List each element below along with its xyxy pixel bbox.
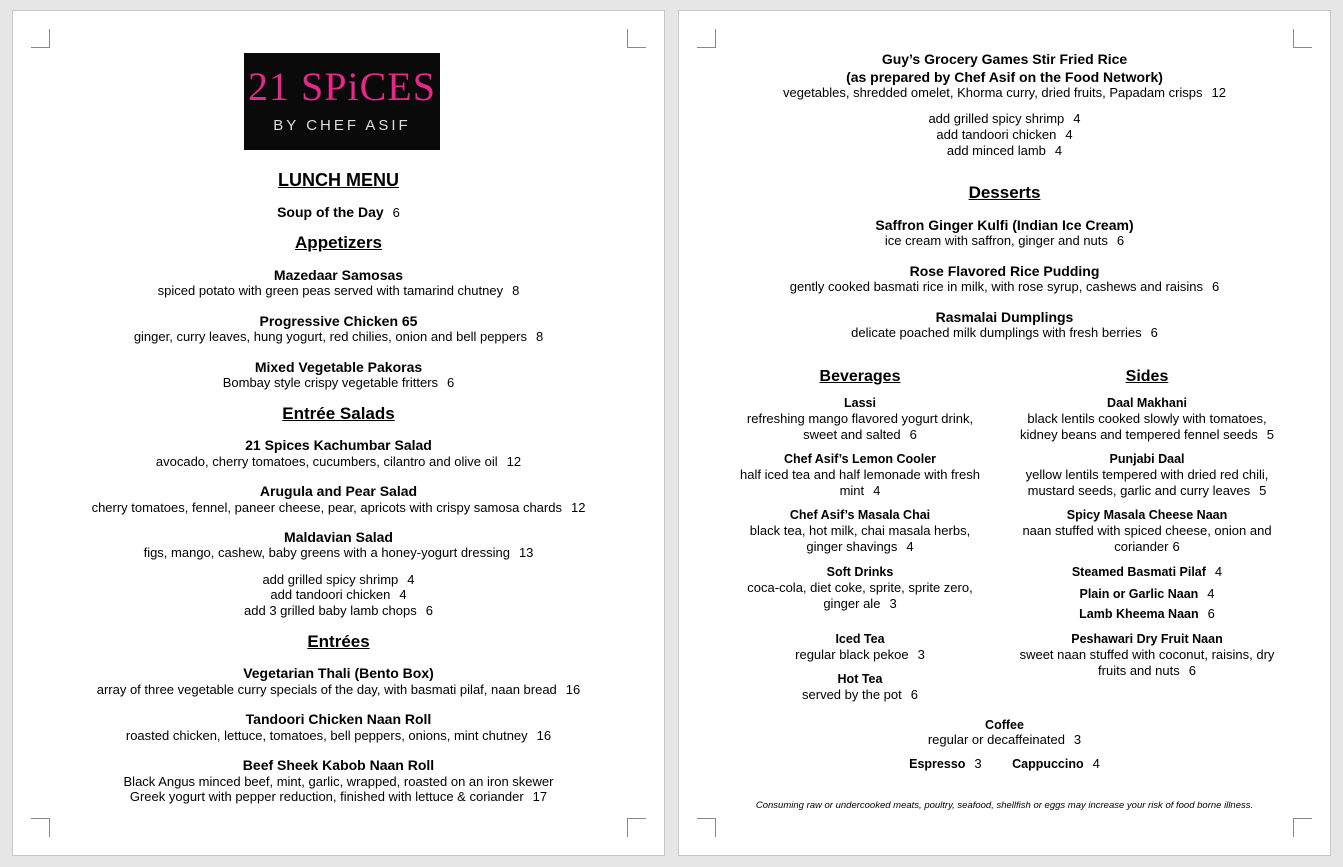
item-price: 6 <box>1212 279 1220 294</box>
section-heading-appetizers: Appetizers <box>295 233 382 252</box>
item-description: avocado, cherry tomatoes, cucumbers, cilantro and olive oil 12 <box>155 454 522 469</box>
item-price: 6 <box>392 205 400 220</box>
item-name: Soup of the Day <box>277 204 384 220</box>
addon-item: add minced lamb 4 <box>946 143 1063 158</box>
beverage-item <box>710 671 1010 703</box>
cappuccino-name: Cappuccino <box>1012 757 1084 771</box>
food-safety-disclaimer: Consuming raw or undercooked meats, poultry, seafood, shellfish or eggs may increase your risk of food borne illness. <box>755 800 1254 811</box>
crop-mark-bottom-right <box>1293 818 1312 837</box>
section-heading-sides: Sides <box>1125 368 1169 385</box>
item-price: 5 <box>1259 483 1267 498</box>
item-description: roasted chicken, lettuce, tomatoes, bell peppers, onions, mint chutney 16 <box>125 728 552 743</box>
logo-tagline: BY CHEF ASIF <box>273 117 411 134</box>
item-name: 21 Spices Kachumbar Salad <box>245 437 432 453</box>
item-price: 12 <box>570 500 586 515</box>
page-title: LUNCH MENU <box>278 170 399 190</box>
item-name: Maldavian Salad <box>284 529 393 545</box>
item-description-line: regular black pekoe 3 <box>795 647 925 662</box>
item-price: 4 <box>1214 564 1223 579</box>
item-price: 3 <box>1073 732 1082 747</box>
item-price: 6 <box>1116 233 1125 248</box>
addon-price: 6 <box>425 603 433 618</box>
item-price: 6 <box>447 375 455 390</box>
item-name: Lassi <box>844 396 876 410</box>
item-name: Iced Tea <box>835 632 885 646</box>
item-name: Progressive Chicken 65 <box>259 313 418 329</box>
logo-wordmark: 21 SPiCES <box>248 64 436 109</box>
item-price: 6 <box>909 427 917 442</box>
item-price: 6 <box>1188 663 1196 678</box>
side-item <box>997 586 1297 602</box>
item-description-line: coriander 6 <box>1114 539 1180 554</box>
item-subtitle: (as prepared by Chef Asif on the Food Network) <box>846 69 1163 85</box>
item-description-line: ginger ale 3 <box>823 596 897 611</box>
item-name: Chef Asif’s Lemon Cooler <box>783 452 937 466</box>
cappuccino-price: 4 <box>1092 756 1100 771</box>
menu-page-right <box>678 10 1331 856</box>
soup-of-the-day <box>13 204 664 221</box>
item-description-line: kidney beans and tempered fennel seeds 5 <box>1019 427 1274 442</box>
crop-mark-bottom-right <box>627 818 646 837</box>
addon-item: add grilled spicy shrimp 4 <box>262 572 415 587</box>
item-price: 8 <box>512 283 520 298</box>
side-item <box>997 451 1297 499</box>
crop-mark-top-left <box>697 29 716 48</box>
item-description: regular or decaffeinated 3 <box>927 732 1082 747</box>
item-price: 12 <box>506 454 522 469</box>
item-description: vegetables, shredded omelet, Khorma curry, dried fruits, Papadam crisps 12 <box>782 85 1227 100</box>
item-name: Vegetarian Thali (Bento Box) <box>243 665 434 681</box>
side-item <box>997 507 1297 555</box>
item-name: Chef Asif’s Masala Chai <box>789 508 931 522</box>
item-description-line: yellow lentils tempered with dried red chili, <box>1025 467 1269 482</box>
item-name: Tandoori Chicken Naan Roll <box>245 711 432 727</box>
item-description: Greek yogurt with pepper reduction, finished with lettuce & coriander 17 <box>129 789 548 804</box>
side-item <box>997 606 1297 622</box>
crop-mark-top-left <box>31 29 50 48</box>
item-description-line: served by the pot 6 <box>802 687 918 702</box>
beverage-item <box>710 507 1010 555</box>
item-name: Spicy Masala Cheese Naan <box>1066 508 1228 522</box>
item-price: 4 <box>873 483 881 498</box>
beverage-item <box>710 395 1010 443</box>
item-description-line: mustard seeds, garlic and curry leaves 5 <box>1027 483 1267 498</box>
item-description-line: half iced tea and half lemonade with fresh <box>740 467 980 482</box>
addon-price: 4 <box>1065 127 1073 142</box>
item-name: Mixed Vegetable Pakoras <box>254 359 423 375</box>
item-price: 17 <box>532 789 548 804</box>
item-name: Plain or Garlic Naan <box>1079 587 1199 601</box>
addon-item: add tandoori chicken 4 <box>936 127 1073 142</box>
section-heading-beverages: Beverages <box>819 368 901 385</box>
beverage-item <box>710 451 1010 499</box>
crop-mark-top-right <box>1293 29 1312 48</box>
addon-price: 4 <box>399 587 407 602</box>
beverage-item <box>710 631 1010 663</box>
item-price: 6 <box>1150 325 1158 340</box>
item-name: Mazedaar Samosas <box>273 267 404 283</box>
espresso-name: Espresso <box>909 757 966 771</box>
item-name: Beef Sheek Kabob Naan Roll <box>242 757 435 773</box>
beverage-item <box>710 564 1010 612</box>
item-description: gently cooked basmati rice in milk, with rose syrup, cashews and raisins 6 <box>789 279 1220 294</box>
item-name: Punjabi Daal <box>1109 452 1185 466</box>
item-description: ginger, curry leaves, hung yogurt, red chilies, onion and bell peppers 8 <box>133 329 544 344</box>
addon-item: add grilled spicy shrimp 4 <box>928 111 1081 126</box>
item-description: spiced potato with green peas served with tamarind chutney 8 <box>157 283 520 298</box>
addon-price: 4 <box>407 572 415 587</box>
item-name: Hot Tea <box>837 672 883 686</box>
item-name: Guy’s Grocery Games Stir Fried Rice <box>881 51 1128 67</box>
item-price: 6 <box>910 687 918 702</box>
addon-item: add 3 grilled baby lamb chops 6 <box>244 603 433 618</box>
restaurant-logo <box>244 53 440 150</box>
item-description-line: coca-cola, diet coke, sprite, sprite zero, <box>747 580 973 595</box>
item-name: Soft Drinks <box>826 565 894 579</box>
item-price: 6 <box>1172 539 1180 554</box>
item-description: Black Angus minced beef, mint, garlic, wrapped, roasted on an iron skewer <box>123 774 554 789</box>
item-name: Arugula and Pear Salad <box>259 483 418 499</box>
crop-mark-top-right <box>627 29 646 48</box>
item-description-line: mint 4 <box>839 483 881 498</box>
item-description: figs, mango, cashew, baby greens with a honey-yogurt dressing 13 <box>143 545 534 560</box>
addon-price: 4 <box>1054 143 1063 158</box>
side-item <box>997 631 1297 679</box>
item-description-line: fruits and nuts 6 <box>1098 663 1196 678</box>
crop-mark-bottom-left <box>31 818 50 837</box>
item-price: 3 <box>917 647 925 662</box>
item-description-line: refreshing mango flavored yogurt drink, <box>746 411 974 426</box>
item-description-line: sweet naan stuffed with coconut, raisins, dry <box>1019 647 1275 662</box>
item-price: 8 <box>535 329 544 344</box>
crop-mark-bottom-left <box>697 818 716 837</box>
item-description: ice cream with saffron, ginger and nuts 6 <box>884 233 1125 248</box>
item-name: Rasmalai Dumplings <box>935 309 1074 325</box>
side-item <box>997 564 1297 580</box>
item-description: array of three vegetable curry specials of the day, with basmati pilaf, naan bread 16 <box>96 682 581 697</box>
item-price: 13 <box>518 545 534 560</box>
item-price: 4 <box>1207 586 1215 601</box>
item-name: Steamed Basmati Pilaf <box>1071 565 1206 579</box>
item-name: Peshawari Dry Fruit Naan <box>1071 632 1223 646</box>
item-description-line: ginger shavings 4 <box>806 539 914 554</box>
item-description: cherry tomatoes, fennel, paneer cheese, pear, apricots with crispy samosa chards 12 <box>91 500 586 515</box>
item-price: 5 <box>1266 427 1274 442</box>
item-price: 12 <box>1211 85 1227 100</box>
espresso-price: 3 <box>974 756 982 771</box>
section-heading-desserts: Desserts <box>968 183 1041 202</box>
section-heading-entrees: Entrées <box>307 632 370 651</box>
item-name: Coffee <box>985 718 1024 732</box>
side-item <box>997 395 1297 443</box>
item-name: Rose Flavored Rice Pudding <box>909 263 1100 279</box>
section-heading-entree-salads: Entrée Salads <box>282 404 395 423</box>
item-price: 16 <box>565 682 581 697</box>
item-price: 16 <box>536 728 552 743</box>
item-description: delicate poached milk dumplings with fresh berries 6 <box>851 325 1158 340</box>
item-price: 6 <box>1207 606 1215 621</box>
addon-item: add tandoori chicken 4 <box>270 587 407 602</box>
item-name: Saffron Ginger Kulfi (Indian Ice Cream) <box>875 217 1134 233</box>
item-description-line: naan stuffed with spiced cheese, onion and <box>1022 523 1272 538</box>
item-description-line: sweet and salted 6 <box>803 427 917 442</box>
item-price: 3 <box>889 596 897 611</box>
item-description-line: black lentils cooked slowly with tomatoes, <box>1027 411 1267 426</box>
item-description: Bombay style crispy vegetable fritters 6 <box>222 375 455 390</box>
item-description-line: black tea, hot milk, chai masala herbs, <box>749 523 971 538</box>
item-name: Daal Makhani <box>1107 396 1187 410</box>
item-name: Lamb Kheema Naan <box>1079 607 1199 621</box>
addon-price: 4 <box>1073 111 1081 126</box>
menu-page-left <box>12 10 665 856</box>
item-price: 4 <box>906 539 914 554</box>
espresso-cappuccino-row <box>679 756 1330 772</box>
